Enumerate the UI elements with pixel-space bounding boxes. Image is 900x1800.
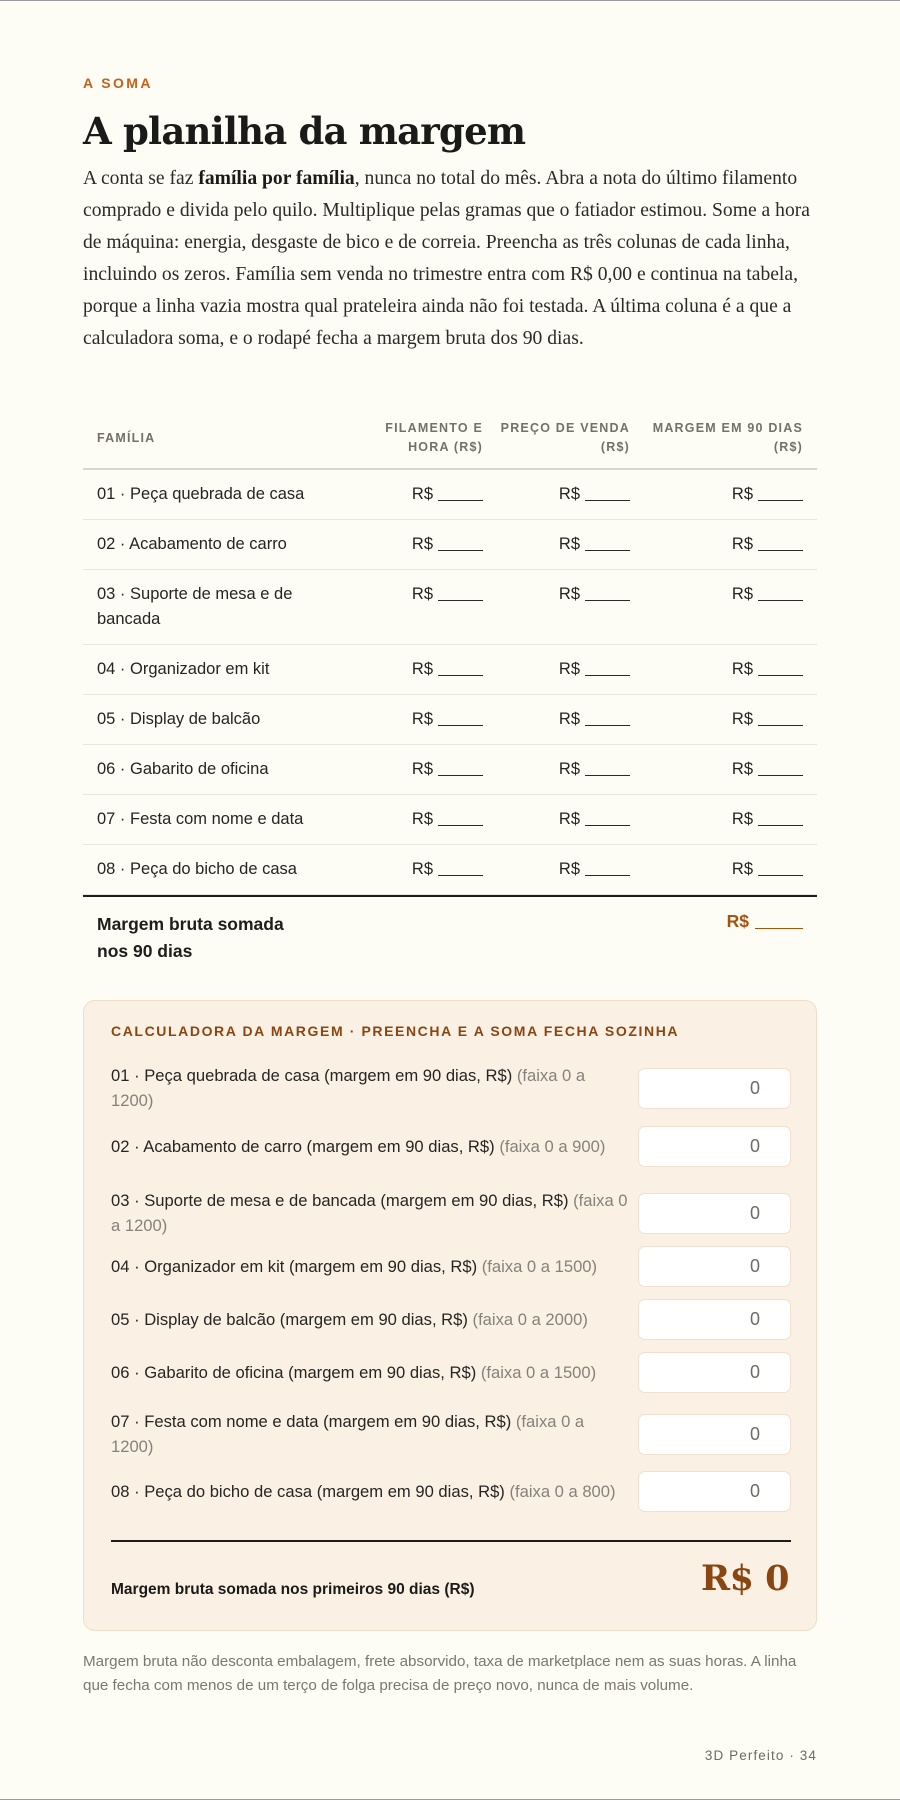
- calculator-margin-input[interactable]: [638, 1126, 791, 1167]
- footnote: Margem bruta não desconta embalagem, frete absorvido, taxa de marketplace nem as suas horas. A linha que fecha com menos de um terço de folga precisa de preço novo, nunca de mais volume.: [83, 1653, 797, 1694]
- section-eyebrow: A SOMA: [83, 75, 153, 91]
- currency-label: R$: [411, 760, 433, 778]
- fill-in-blank[interactable]: [732, 485, 803, 503]
- calculator-field-label: [111, 1188, 631, 1238]
- calculator-field-text: 02 · Acabamento de carro (margem em 90 dias, R$): [111, 1137, 495, 1156]
- family-name: 03 · Suporte de mesa e de bancada: [97, 585, 293, 628]
- margin-cell: [630, 807, 803, 832]
- table-row: [83, 470, 817, 520]
- calculator-field-range: (faixa 0 a 2000): [472, 1310, 588, 1329]
- calculator-total-label: Margem bruta somada nos primeiros 90 dias (R$): [111, 1581, 475, 1598]
- fill-in-blank[interactable]: [732, 585, 803, 603]
- calculator-field-text: 07 · Festa com nome e data (margem em 90 dias, R$): [111, 1412, 512, 1431]
- fill-line: [758, 550, 803, 551]
- calculator-margin-input[interactable]: [638, 1068, 791, 1109]
- table-total-label: Margem bruta somada nos 90 dias: [97, 914, 284, 961]
- calculator-field-text: 08 · Peça do bicho de casa (margem em 90 dias, R$): [111, 1482, 505, 1501]
- family-name: 01 · Peça quebrada de casa: [97, 485, 305, 503]
- fill-line: [585, 775, 630, 776]
- fill-line: [438, 550, 483, 551]
- header-family: FAMÍLIA: [97, 430, 156, 445]
- table-total-blank[interactable]: [727, 911, 803, 932]
- fill-line: [438, 500, 483, 501]
- margin-calculator: [83, 1000, 817, 1631]
- fill-line: [758, 875, 803, 876]
- intro-paragraph: [83, 163, 817, 355]
- fill-line: [758, 600, 803, 601]
- fill-line: [438, 600, 483, 601]
- fill-in-blank[interactable]: [732, 660, 803, 678]
- calculator-title: CALCULADORA DA MARGEM · PREENCHA E A SOMA FECHA SOZINHA: [111, 1023, 680, 1039]
- cost-cell: [373, 582, 483, 607]
- calculator-margin-input[interactable]: [638, 1414, 791, 1455]
- margin-table: [83, 408, 817, 965]
- price-cell: [483, 707, 630, 732]
- currency-label: R$: [558, 660, 580, 678]
- margin-cell: [630, 482, 803, 507]
- fill-in-blank[interactable]: [559, 760, 630, 778]
- fill-line: [585, 725, 630, 726]
- currency-label: R$: [558, 535, 580, 553]
- intro-emphasis: família por família: [198, 168, 355, 189]
- currency-label: R$: [411, 860, 433, 878]
- calculator-margin-input[interactable]: [638, 1352, 791, 1393]
- family-name: 04 · Organizador em kit: [97, 660, 270, 678]
- currency-label: R$: [411, 660, 433, 678]
- calculator-field-text: 03 · Suporte de mesa e de bancada (margem em 90 dias, R$): [111, 1191, 569, 1210]
- calculator-field-range: (faixa 0 a 1200): [111, 1412, 585, 1456]
- price-cell: [483, 482, 630, 507]
- currency-label: R$: [411, 810, 433, 828]
- fill-in-blank[interactable]: [559, 860, 630, 878]
- fill-in-blank[interactable]: [732, 860, 803, 878]
- family-name: 08 · Peça do bicho de casa: [97, 860, 297, 878]
- calculator-divider: [111, 1540, 791, 1542]
- currency-label: R$: [411, 585, 433, 603]
- margin-cell: [630, 657, 803, 682]
- fill-line: [585, 600, 630, 601]
- fill-in-blank[interactable]: [412, 535, 483, 553]
- table-total-row: [83, 895, 817, 965]
- fill-in-blank[interactable]: [412, 585, 483, 603]
- cost-cell: [373, 757, 483, 782]
- fill-in-blank[interactable]: [732, 535, 803, 553]
- fill-in-blank[interactable]: [559, 710, 630, 728]
- currency-label: R$: [731, 860, 753, 878]
- fill-line: [758, 725, 803, 726]
- calculator-field-range: (faixa 0 a 1200): [111, 1191, 628, 1235]
- table-row: [83, 570, 817, 645]
- calculator-field-range: (faixa 0 a 1500): [480, 1363, 597, 1382]
- margin-cell: [630, 757, 803, 782]
- calculator-field-label: [111, 1360, 631, 1385]
- calculator-field-text: 06 · Gabarito de oficina (margem em 90 dias, R$): [111, 1363, 477, 1382]
- currency-label: R$: [731, 810, 753, 828]
- table-body: [83, 470, 817, 895]
- currency-label: R$: [558, 760, 580, 778]
- calculator-field-text: 04 · Organizador em kit (margem em 90 dias, R$): [111, 1257, 478, 1276]
- header-margin: MARGEM EM 90 DIAS (R$): [652, 421, 803, 454]
- table-row: [83, 795, 817, 845]
- currency-label: R$: [411, 710, 433, 728]
- currency-label: R$: [558, 710, 580, 728]
- calculator-field-range: (faixa 0 a 900): [499, 1137, 606, 1156]
- table-row: [83, 520, 817, 570]
- table-row: [83, 695, 817, 745]
- cost-cell: [373, 482, 483, 507]
- currency-label: R$: [731, 585, 753, 603]
- currency-label: R$: [558, 485, 580, 503]
- margin-cell: [630, 857, 803, 882]
- currency-label: R$: [731, 760, 753, 778]
- table-row: [83, 845, 817, 895]
- fill-line: [438, 775, 483, 776]
- currency-label: R$: [731, 660, 753, 678]
- fill-in-blank[interactable]: [412, 660, 483, 678]
- calculator-field-label: [111, 1134, 631, 1159]
- currency-label: R$: [411, 535, 433, 553]
- currency-label: R$: [731, 485, 753, 503]
- family-name: 06 · Gabarito de oficina: [97, 760, 269, 778]
- header-cost: FILAMENTO E HORA (R$): [385, 421, 483, 454]
- margin-cell: [630, 707, 803, 732]
- currency-label: R$: [411, 485, 433, 503]
- fill-in-blank[interactable]: [559, 585, 630, 603]
- table-row: [83, 645, 817, 695]
- fill-in-blank[interactable]: [732, 760, 803, 778]
- calculator-field-range: (faixa 0 a 1200): [111, 1066, 586, 1110]
- fill-in-blank[interactable]: [412, 860, 483, 878]
- fill-line: [758, 675, 803, 676]
- calculator-field-range: (faixa 0 a 1500): [481, 1257, 598, 1276]
- fill-line: [758, 775, 803, 776]
- fill-in-blank[interactable]: [412, 760, 483, 778]
- cost-cell: [373, 807, 483, 832]
- margin-cell: [630, 532, 803, 557]
- calculator-margin-input[interactable]: [638, 1246, 791, 1287]
- page-title: A planilha da margem: [83, 109, 526, 153]
- fill-in-blank[interactable]: [412, 710, 483, 728]
- calculator-field-label: [111, 1479, 631, 1504]
- price-cell: [483, 757, 630, 782]
- calculator-margin-input[interactable]: [638, 1299, 791, 1340]
- calculator-margin-input[interactable]: [638, 1471, 791, 1512]
- fill-line: [438, 725, 483, 726]
- fill-in-blank[interactable]: [732, 810, 803, 828]
- margin-cell: [630, 582, 803, 607]
- currency-label: R$: [558, 860, 580, 878]
- fill-line: [585, 675, 630, 676]
- price-cell: [483, 532, 630, 557]
- fill-line: [585, 550, 630, 551]
- fill-in-blank[interactable]: [412, 810, 483, 828]
- fill-in-blank[interactable]: [412, 485, 483, 503]
- calculator-total-value: R$ 0: [701, 1558, 789, 1599]
- fill-line: [438, 875, 483, 876]
- family-name: 05 · Display de balcão: [97, 710, 261, 728]
- table-total-currency: R$: [726, 911, 749, 931]
- table-header: [83, 408, 817, 470]
- fill-line: [585, 825, 630, 826]
- fill-line: [438, 825, 483, 826]
- cost-cell: [373, 657, 483, 682]
- table-total-fill-line: [755, 928, 803, 929]
- family-name: 02 · Acabamento de carro: [97, 535, 287, 553]
- fill-line: [438, 675, 483, 676]
- currency-label: R$: [731, 710, 753, 728]
- fill-line: [585, 500, 630, 501]
- family-name: 07 · Festa com nome e data: [97, 810, 304, 828]
- calculator-field-text: 05 · Display de balcão (margem em 90 dias, R$): [111, 1310, 468, 1329]
- page-footer: 3D Perfeito · 34: [704, 1748, 817, 1763]
- calculator-field-text: 01 · Peça quebrada de casa (margem em 90 dias, R$): [111, 1066, 513, 1085]
- calculator-field-label: [111, 1409, 631, 1459]
- calculator-field-label: [111, 1254, 631, 1279]
- price-cell: [483, 807, 630, 832]
- fill-in-blank[interactable]: [732, 710, 803, 728]
- price-cell: [483, 582, 630, 607]
- fill-in-blank[interactable]: [559, 485, 630, 503]
- header-price: PREÇO DE VENDA (R$): [500, 421, 630, 454]
- intro-text-start: A conta se faz: [83, 168, 199, 189]
- calculator-margin-input[interactable]: [638, 1193, 791, 1234]
- fill-in-blank[interactable]: [559, 535, 630, 553]
- cost-cell: [373, 532, 483, 557]
- cost-cell: [373, 857, 483, 882]
- fill-line: [585, 875, 630, 876]
- calculator-field-range: (faixa 0 a 800): [509, 1482, 616, 1501]
- fill-line: [758, 825, 803, 826]
- calculator-field-label: [111, 1063, 631, 1113]
- price-cell: [483, 857, 630, 882]
- cost-cell: [373, 707, 483, 732]
- fill-line: [758, 500, 803, 501]
- currency-label: R$: [558, 585, 580, 603]
- table-row: [83, 745, 817, 795]
- fill-in-blank[interactable]: [559, 660, 630, 678]
- calculator-field-label: [111, 1307, 631, 1332]
- intro-text-end: , nunca no total do mês. Abra a nota do último filamento comprado e divida pelo quilo. Multiplique pelas gramas que o fatiador estimou. Some a hora de máquina: energia, desgaste de bico e de correia. Preencha as três colunas de cada linha, incluindo os zeros. Família sem venda no trimestre entra com R$ 0,00 e continua na tabela, porque a linha vazia mostra qual prateleira ainda não foi testada. A última coluna é a que a calculadora soma, e o rodapé fecha a margem bruta dos 90 dias.: [83, 168, 810, 349]
- currency-label: R$: [731, 535, 753, 553]
- currency-label: R$: [558, 810, 580, 828]
- fill-in-blank[interactable]: [559, 810, 630, 828]
- price-cell: [483, 657, 630, 682]
